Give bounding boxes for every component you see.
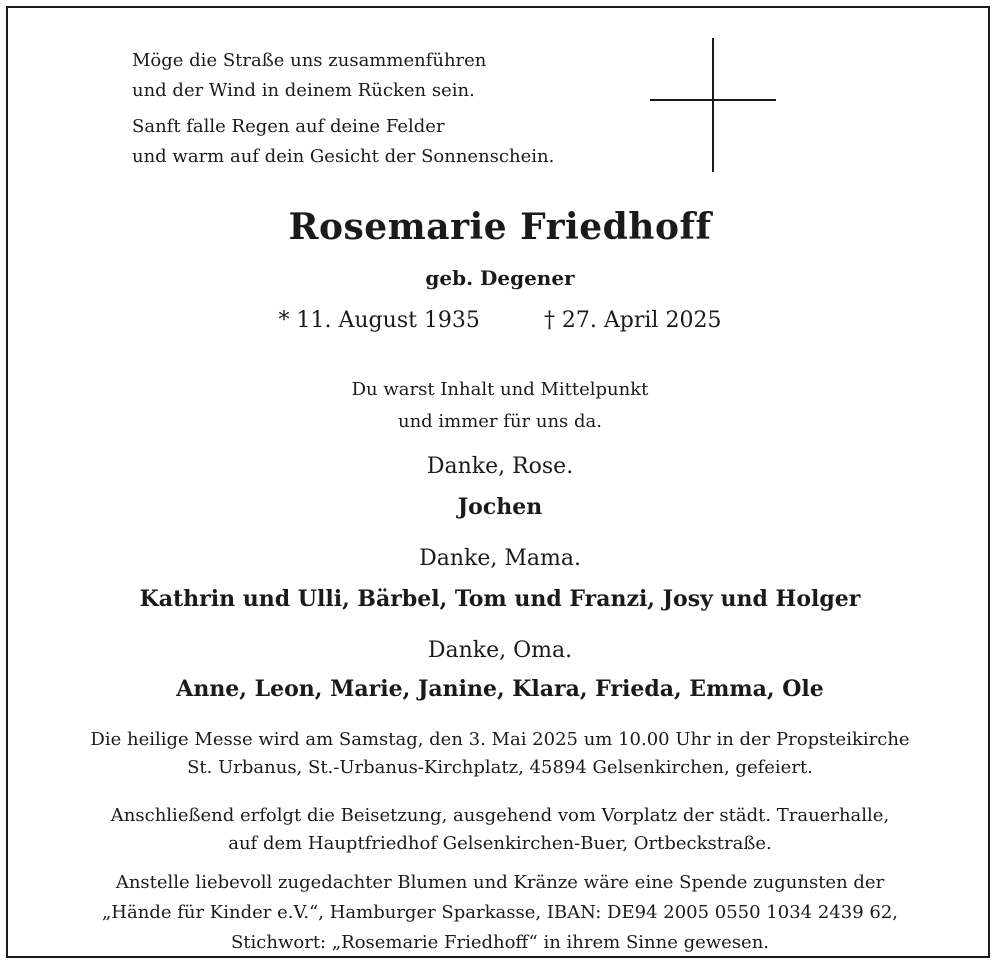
poem-line: und der Wind in deinem Rücken sein. bbox=[132, 80, 475, 101]
death-date: † 27. April 2025 bbox=[543, 308, 722, 333]
burial-notice bbox=[0, 802, 1000, 858]
thanks-grandchildren: Danke, Oma. bbox=[427, 638, 573, 663]
poem-line: Möge die Straße uns zusammenführen bbox=[132, 50, 487, 71]
tribute-text bbox=[0, 374, 1000, 438]
tribute-line: Du warst Inhalt und Mittelpunkt bbox=[351, 379, 649, 400]
notice-line: Stichwort: „Rosemarie Friedhoff“ in ihrem Sinne gewesen. bbox=[230, 932, 770, 953]
poem-stanza bbox=[132, 112, 554, 172]
life-dates bbox=[0, 308, 1000, 333]
thanks-children: Danke, Mama. bbox=[419, 546, 581, 571]
birth-date: * 11. August 1935 bbox=[278, 308, 480, 333]
maiden-name: geb. Degener bbox=[425, 266, 575, 290]
donation-notice bbox=[0, 868, 1000, 958]
poem-stanza bbox=[132, 46, 554, 106]
tribute-line: und immer für uns da. bbox=[397, 411, 602, 432]
signers-grandchildren: Anne, Leon, Marie, Janine, Klara, Frieda, Emma, Ole bbox=[176, 676, 824, 702]
notice-line: auf dem Hauptfriedhof Gelsenkirchen-Buer, Ortbeckstraße. bbox=[228, 833, 772, 854]
poem-line: und warm auf dein Gesicht der Sonnenschein. bbox=[132, 146, 555, 167]
mass-notice bbox=[0, 726, 1000, 782]
notice-line: „Hände für Kinder e.V.“, Hamburger Sparkasse, IBAN: DE94 2005 0550 1034 2439 62, bbox=[101, 902, 898, 923]
poem-line: Sanft falle Regen auf deine Felder bbox=[132, 116, 445, 137]
notice-line: Anstelle liebevoll zugedachter Blumen und Kränze wäre eine Spende zugunsten der bbox=[115, 872, 885, 893]
poem bbox=[132, 46, 554, 178]
deceased-name: Rosemarie Friedhoff bbox=[288, 206, 712, 248]
notice-line: Anschließend erfolgt die Beisetzung, ausgehend vom Vorplatz der städt. Trauerhalle, bbox=[110, 805, 890, 826]
cross-horizontal-bar bbox=[650, 99, 776, 101]
cross-icon bbox=[650, 38, 776, 172]
signers-children: Kathrin und Ulli, Bärbel, Tom und Franzi, Josy und Holger bbox=[139, 586, 861, 612]
cross-vertical-bar bbox=[712, 38, 714, 172]
thanks-husband: Danke, Rose. bbox=[426, 454, 574, 479]
notice-line: St. Urbanus, St.-Urbanus-Kirchplatz, 45894 Gelsenkirchen, gefeiert. bbox=[187, 757, 813, 778]
notice-line: Die heilige Messe wird am Samstag, den 3. Mai 2025 um 10.00 Uhr in der Propsteikirche bbox=[90, 729, 910, 750]
signers-husband: Jochen bbox=[457, 494, 543, 520]
